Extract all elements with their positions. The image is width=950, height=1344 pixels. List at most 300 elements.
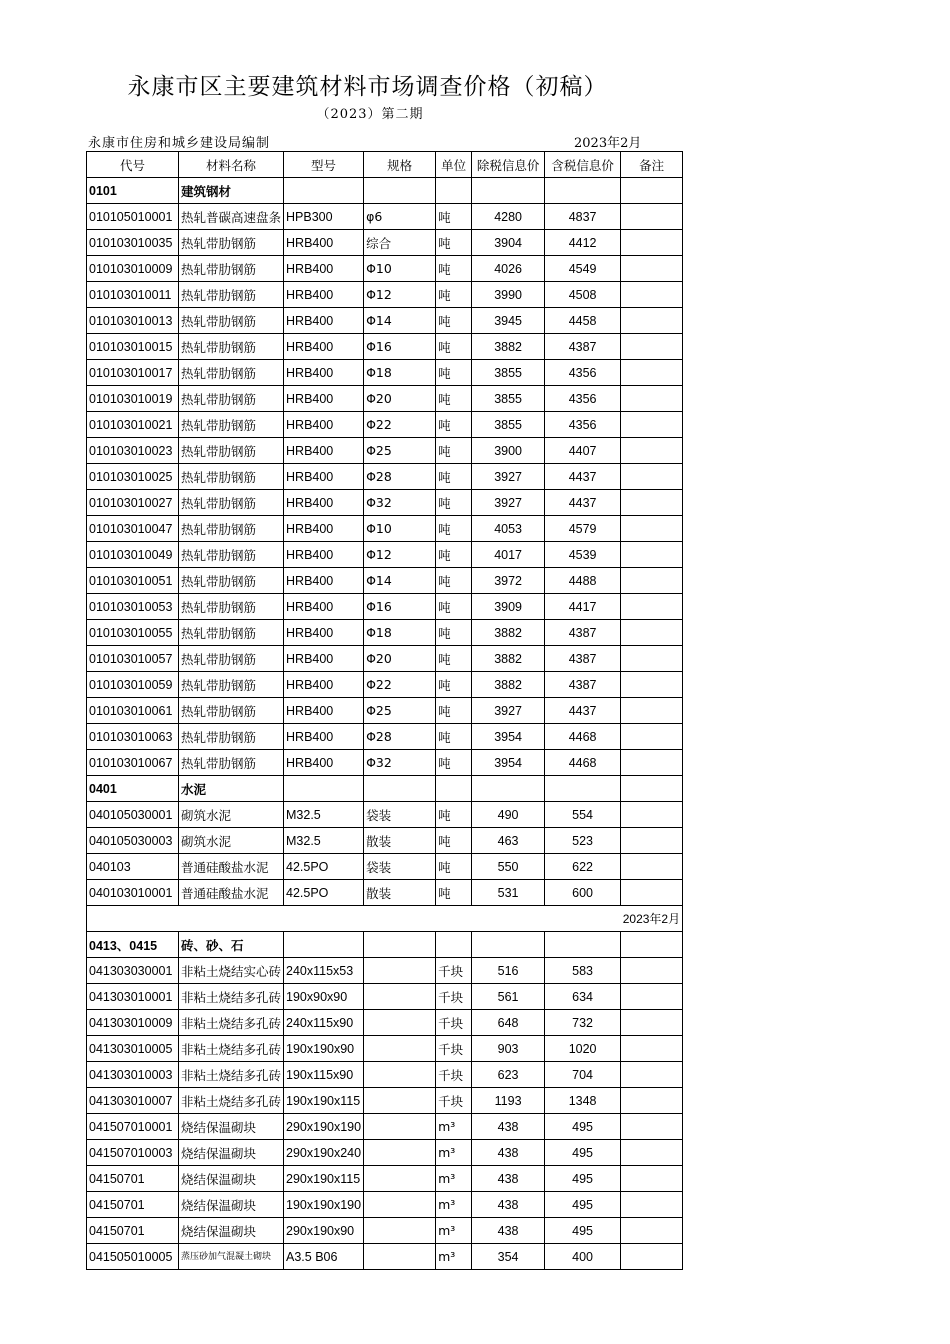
unit: 吨 [436,516,472,542]
document-title: 永康市区主要建筑材料市场调查价格（初稿） [127,74,608,100]
material-name: 热轧带肋钢筋 [179,308,284,334]
model: HRB400 [284,542,364,568]
price-ex-tax: 3882 [472,672,545,698]
price-ex-tax: 438 [472,1140,545,1166]
price-ex-tax: 4026 [472,256,545,282]
price-ex-tax: 3900 [472,438,545,464]
material-code: 010103010009 [87,256,179,282]
price-inc-tax: 1348 [545,1088,621,1114]
price-inc-tax: 4458 [545,308,621,334]
note [621,1218,683,1244]
material-name: 热轧带肋钢筋 [179,282,284,308]
model: HPB300 [284,204,364,230]
price-ex-tax: 623 [472,1062,545,1088]
price-ex-tax: 550 [472,854,545,880]
material-code: 04150701 [87,1166,179,1192]
price-ex-tax: 1193 [472,1088,545,1114]
table-body [87,178,683,1270]
unit: 吨 [436,360,472,386]
material-code: 010103010027 [87,490,179,516]
material-name: 热轧带肋钢筋 [179,568,284,594]
material-name: 非粘土烧结多孔砖 [179,984,284,1010]
table-row [87,958,683,984]
price-inc-tax: 4417 [545,594,621,620]
empty-cell [621,776,683,802]
empty-cell [436,178,472,204]
note [621,672,683,698]
table-row [87,204,683,230]
material-name: 砌筑水泥 [179,828,284,854]
spec: Φ25 [364,698,436,724]
price-ex-tax: 3990 [472,282,545,308]
material-name: 热轧带肋钢筋 [179,724,284,750]
price-ex-tax: 438 [472,1192,545,1218]
note [621,568,683,594]
unit: 吨 [436,854,472,880]
empty-cell [364,178,436,204]
empty-cell [284,776,364,802]
price-inc-tax: 4356 [545,360,621,386]
price-ex-tax: 438 [472,1218,545,1244]
price-inc-tax: 622 [545,854,621,880]
table-row [87,438,683,464]
model: HRB400 [284,594,364,620]
spec [364,1062,436,1088]
model: M32.5 [284,828,364,854]
note [621,542,683,568]
unit: 吨 [436,438,472,464]
table-row [87,672,683,698]
material-code: 010103010035 [87,230,179,256]
unit: 吨 [436,646,472,672]
model: 190x190x190 [284,1192,364,1218]
table-row [87,750,683,776]
table-row [87,1088,683,1114]
model: HRB400 [284,438,364,464]
material-name: 热轧带肋钢筋 [179,464,284,490]
unit: 吨 [436,204,472,230]
price-inc-tax: 4412 [545,230,621,256]
unit: 千块 [436,1010,472,1036]
category-code: 0101 [87,178,179,204]
price-ex-tax: 3855 [472,412,545,438]
note [621,620,683,646]
material-code: 010103010023 [87,438,179,464]
category-row [87,178,683,204]
price-ex-tax: 903 [472,1036,545,1062]
spec [364,1088,436,1114]
spec [364,1244,436,1270]
spec: Φ10 [364,516,436,542]
model: HRB400 [284,724,364,750]
price-table [86,151,683,1270]
header-price-ex-tax: 除税信息价 [472,152,545,178]
price-inc-tax: 495 [545,1166,621,1192]
category-row [87,932,683,958]
model: HRB400 [284,672,364,698]
table-row [87,412,683,438]
unit: 千块 [436,1088,472,1114]
unit: 吨 [436,386,472,412]
empty-cell [621,178,683,204]
price-ex-tax: 561 [472,984,545,1010]
price-inc-tax: 4549 [545,256,621,282]
header-model: 型号 [284,152,364,178]
price-ex-tax: 648 [472,1010,545,1036]
material-code: 041507010003 [87,1140,179,1166]
material-name: 蒸压砂加气混凝土砌块 [179,1244,284,1270]
price-inc-tax: 4579 [545,516,621,542]
model: 290x190x190 [284,1114,364,1140]
table-row [87,1114,683,1140]
price-ex-tax: 3945 [472,308,545,334]
material-code: 04150701 [87,1218,179,1244]
material-code: 041303010007 [87,1088,179,1114]
material-code: 010103010021 [87,412,179,438]
note [621,828,683,854]
spec [364,1166,436,1192]
unit: m³ [436,1244,472,1270]
note [621,1036,683,1062]
document-subtitle: （2023）第二期 [316,107,424,122]
price-inc-tax: 4437 [545,464,621,490]
category-name: 建筑钢材 [179,178,284,204]
material-name: 热轧带肋钢筋 [179,542,284,568]
unit: 吨 [436,230,472,256]
material-name: 热轧带肋钢筋 [179,672,284,698]
empty-cell [472,776,545,802]
note [621,412,683,438]
material-code: 010103010061 [87,698,179,724]
spec: Φ18 [364,620,436,646]
table-row [87,568,683,594]
note [621,724,683,750]
note [621,230,683,256]
table-row [87,854,683,880]
price-ex-tax: 463 [472,828,545,854]
empty-cell [284,932,364,958]
table-row [87,724,683,750]
header-price-inc-tax: 含税信息价 [545,152,621,178]
material-code: 010105010001 [87,204,179,230]
material-code: 010103010017 [87,360,179,386]
note [621,1140,683,1166]
spec [364,1036,436,1062]
spec: Φ16 [364,334,436,360]
empty-cell [436,932,472,958]
material-name: 热轧带肋钢筋 [179,646,284,672]
model: HRB400 [284,568,364,594]
material-name: 热轧普碳高速盘条 [179,204,284,230]
material-code: 041505010005 [87,1244,179,1270]
model: HRB400 [284,308,364,334]
spec: 散装 [364,880,436,906]
material-name: 热轧带肋钢筋 [179,750,284,776]
category-name: 水泥 [179,776,284,802]
unit: m³ [436,1218,472,1244]
unit: 吨 [436,412,472,438]
material-code: 010103010015 [87,334,179,360]
spec: Φ20 [364,646,436,672]
price-ex-tax: 3882 [472,334,545,360]
table-row [87,334,683,360]
material-code: 010103010011 [87,282,179,308]
material-code: 041303010005 [87,1036,179,1062]
model: HRB400 [284,412,364,438]
table-row [87,490,683,516]
material-name: 砌筑水泥 [179,802,284,828]
material-code: 040103010001 [87,880,179,906]
header-spec: 规格 [364,152,436,178]
price-ex-tax: 3855 [472,360,545,386]
note [621,1062,683,1088]
note [621,698,683,724]
price-inc-tax: 400 [545,1244,621,1270]
model: 240x115x90 [284,1010,364,1036]
table-row [87,1166,683,1192]
price-inc-tax: 704 [545,1062,621,1088]
unit: 吨 [436,594,472,620]
price-inc-tax: 4387 [545,334,621,360]
material-code: 010103010055 [87,620,179,646]
material-name: 热轧带肋钢筋 [179,334,284,360]
material-code: 010103010013 [87,308,179,334]
price-ex-tax: 438 [472,1166,545,1192]
unit: 吨 [436,828,472,854]
material-name: 非粘土烧结多孔砖 [179,1088,284,1114]
note [621,880,683,906]
model: 42.5PO [284,854,364,880]
material-name: 烧结保温砌块 [179,1192,284,1218]
price-ex-tax: 516 [472,958,545,984]
empty-cell [436,776,472,802]
material-code: 010103010019 [87,386,179,412]
spec: Φ12 [364,282,436,308]
material-code: 010103010063 [87,724,179,750]
spec: 袋装 [364,854,436,880]
spec [364,984,436,1010]
model: HRB400 [284,490,364,516]
empty-cell [364,776,436,802]
model: HRB400 [284,516,364,542]
model: HRB400 [284,282,364,308]
price-ex-tax: 3882 [472,646,545,672]
category-row [87,776,683,802]
category-code: 0413、0415 [87,932,179,958]
price-inc-tax: 4468 [545,750,621,776]
price-inc-tax: 4387 [545,672,621,698]
spec [364,1140,436,1166]
material-code: 010103010025 [87,464,179,490]
table-row [87,516,683,542]
price-ex-tax: 3954 [472,750,545,776]
model: HRB400 [284,230,364,256]
unit: 吨 [436,308,472,334]
unit: 吨 [436,698,472,724]
price-ex-tax: 3954 [472,724,545,750]
spec: Φ28 [364,464,436,490]
table-row [87,1244,683,1270]
note [621,282,683,308]
note [621,204,683,230]
material-name: 热轧带肋钢筋 [179,516,284,542]
spec: Φ14 [364,308,436,334]
unit: 吨 [436,334,472,360]
table-row [87,282,683,308]
model: 290x190x240 [284,1140,364,1166]
note [621,958,683,984]
header-name: 材料名称 [179,152,284,178]
material-name: 热轧带肋钢筋 [179,490,284,516]
note [621,438,683,464]
table-row [87,802,683,828]
spec: Φ18 [364,360,436,386]
material-name: 非粘土烧结实心砖 [179,958,284,984]
spec: Φ16 [364,594,436,620]
unit: 千块 [436,984,472,1010]
model: 42.5PO [284,880,364,906]
empty-cell [545,932,621,958]
price-inc-tax: 4488 [545,568,621,594]
price-inc-tax: 4539 [545,542,621,568]
price-inc-tax: 4356 [545,412,621,438]
material-code: 010103010051 [87,568,179,594]
material-name: 普通硅酸盐水泥 [179,880,284,906]
table-row [87,464,683,490]
unit: m³ [436,1140,472,1166]
price-inc-tax: 4387 [545,620,621,646]
note [621,1166,683,1192]
material-code: 041303010009 [87,1010,179,1036]
note [621,464,683,490]
spec: Φ10 [364,256,436,282]
section-date: 2023年2月 [87,906,683,932]
price-inc-tax: 4508 [545,282,621,308]
price-inc-tax: 495 [545,1192,621,1218]
table-row [87,1192,683,1218]
material-name: 非粘土烧结多孔砖 [179,1010,284,1036]
material-name: 热轧带肋钢筋 [179,594,284,620]
table-row [87,594,683,620]
material-code: 041507010001 [87,1114,179,1140]
model: 190x90x90 [284,984,364,1010]
table-row [87,360,683,386]
material-code: 010103010067 [87,750,179,776]
price-inc-tax: 4387 [545,646,621,672]
note [621,750,683,776]
price-ex-tax: 3909 [472,594,545,620]
price-inc-tax: 4837 [545,204,621,230]
unit: m³ [436,1192,472,1218]
material-code: 040105030001 [87,802,179,828]
model: HRB400 [284,464,364,490]
material-name: 热轧带肋钢筋 [179,230,284,256]
note [621,1010,683,1036]
table-row [87,1036,683,1062]
price-inc-tax: 554 [545,802,621,828]
material-name: 普通硅酸盐水泥 [179,854,284,880]
empty-cell [472,178,545,204]
material-name: 烧结保温砌块 [179,1166,284,1192]
table-header-row [87,152,683,178]
material-name: 热轧带肋钢筋 [179,386,284,412]
spec: φ6 [364,204,436,230]
price-ex-tax: 438 [472,1114,545,1140]
material-name: 热轧带肋钢筋 [179,438,284,464]
spec: Φ22 [364,672,436,698]
unit: 吨 [436,802,472,828]
spec: Φ32 [364,750,436,776]
model: HRB400 [284,386,364,412]
spec: Φ12 [364,542,436,568]
price-inc-tax: 634 [545,984,621,1010]
spec: Φ22 [364,412,436,438]
unit: 吨 [436,620,472,646]
unit: m³ [436,1166,472,1192]
category-code: 0401 [87,776,179,802]
empty-cell [364,932,436,958]
model: 190x190x115 [284,1088,364,1114]
spec: Φ28 [364,724,436,750]
price-ex-tax: 3927 [472,698,545,724]
table-row [87,542,683,568]
spec: Φ20 [364,386,436,412]
material-name: 烧结保温砌块 [179,1140,284,1166]
price-ex-tax: 4017 [472,542,545,568]
unit: 吨 [436,724,472,750]
price-ex-tax: 354 [472,1244,545,1270]
note [621,516,683,542]
publish-date: 2023年2月 [574,136,642,151]
model: 290x190x90 [284,1218,364,1244]
price-inc-tax: 4437 [545,698,621,724]
spec: 袋装 [364,802,436,828]
note [621,802,683,828]
price-inc-tax: 495 [545,1218,621,1244]
price-ex-tax: 3855 [472,386,545,412]
empty-cell [545,776,621,802]
note [621,594,683,620]
empty-cell [545,178,621,204]
note [621,1088,683,1114]
material-code: 010103010057 [87,646,179,672]
unit: 吨 [436,490,472,516]
material-code: 010103010059 [87,672,179,698]
material-code: 010103010053 [87,594,179,620]
table-row [87,256,683,282]
material-name: 烧结保温砌块 [179,1218,284,1244]
note [621,646,683,672]
model: 240x115x53 [284,958,364,984]
model: HRB400 [284,646,364,672]
unit: 吨 [436,464,472,490]
material-name: 热轧带肋钢筋 [179,360,284,386]
header-code: 代号 [87,152,179,178]
table-row [87,1010,683,1036]
spec [364,1114,436,1140]
spec: Φ25 [364,438,436,464]
unit: 吨 [436,568,472,594]
empty-cell [621,932,683,958]
model: HRB400 [284,360,364,386]
note [621,256,683,282]
note [621,360,683,386]
note [621,1114,683,1140]
model: HRB400 [284,334,364,360]
table-row [87,308,683,334]
price-ex-tax: 3927 [472,464,545,490]
model: 190x115x90 [284,1062,364,1088]
